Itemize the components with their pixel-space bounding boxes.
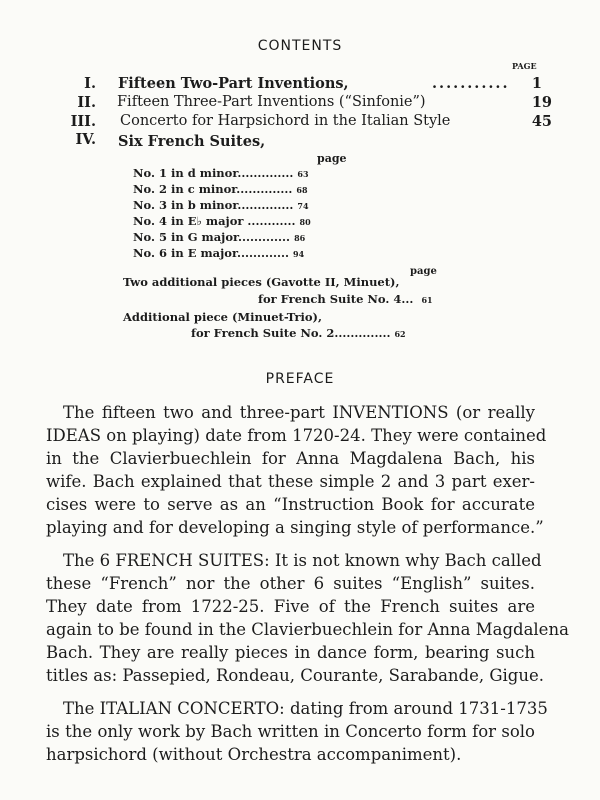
entry-title: Six French Suites,	[118, 133, 266, 150]
additional-line: Two additional pieces (Gavotte II, Minuet),	[123, 275, 400, 289]
text-line: again to be found in the Clavierbuechlein for Anna Magdalena	[46, 620, 569, 639]
entry-numeral: III.	[70, 113, 96, 130]
text-line: The ITALIAN CONCERTO: dating from around 1731-1735	[63, 699, 548, 718]
entry-dots: ...........	[432, 75, 510, 92]
text-line: harpsichord (without Orchestra accompaniment).	[46, 745, 462, 764]
text-line: playing and for developing a singing style of performance.”	[46, 518, 544, 537]
entry-title: Concerto for Harpsichord in the Italian Style	[120, 113, 451, 129]
entry-numeral: II.	[77, 94, 96, 111]
preface-heading: PREFACE	[265, 371, 335, 387]
additional-line: for French Suite No. 4... 61	[258, 292, 433, 306]
suite-item: No. 5 in G major............. 86	[133, 230, 306, 244]
additional-line: Additional piece (Minuet-Trio),	[123, 310, 322, 324]
text-line: wife. Bach explained that these simple 2 and 3 part exer-	[46, 472, 535, 491]
suite-item: No. 4 in E♭ major ............ 80	[133, 214, 311, 228]
suites-page-header: page	[317, 152, 347, 165]
text-line: IDEAS on playing) date from 1720-24. They were contained	[46, 426, 547, 445]
entry-title: Fifteen Two-Part Inventions,	[118, 75, 349, 92]
text-line: Bach. They are really pieces in dance form, bearing such	[46, 643, 535, 662]
entry-page: 1	[531, 75, 542, 92]
text-line: titles as: Passepied, Rondeau, Courante, Sarabande, Gigue.	[46, 666, 545, 685]
text-line: The 6 FRENCH SUITES: It is not known why Bach called	[63, 551, 542, 570]
suite-item: No. 1 in d minor.............. 63	[133, 166, 309, 180]
suite-item: No. 3 in b minor.............. 74	[133, 198, 309, 212]
text-line: cises were to serve as an “Instruction Book for accurate	[46, 495, 535, 514]
text-line: in the Clavierbuechlein for Anna Magdalena Bach, his	[46, 449, 535, 468]
contents-heading: CONTENTS	[257, 38, 343, 54]
additional-line: for French Suite No. 2.............. 62	[191, 326, 406, 340]
text-line: is the only work by Bach written in Concerto form for solo	[46, 722, 535, 741]
page-column-header: PAGE	[512, 61, 537, 71]
entry-page: 45	[531, 113, 552, 130]
text-line: these “French” nor the other 6 suites “English” suites.	[46, 574, 535, 593]
suite-item: No. 2 in c minor.............. 68	[133, 182, 308, 196]
entry-title: Fifteen Three-Part Inventions (“Sinfonie”)	[117, 94, 426, 110]
text-line: The fifteen two and three-part INVENTIONS (or really	[63, 403, 535, 422]
text-line: They date from 1722-25. Five of the French suites are	[46, 597, 535, 616]
additional-page-header: page	[410, 266, 437, 277]
entry-numeral: IV.	[75, 131, 96, 148]
entry-page: 19	[531, 94, 552, 111]
suite-item: No. 6 in E major............. 94	[133, 246, 305, 260]
entry-numeral: I.	[84, 75, 96, 92]
